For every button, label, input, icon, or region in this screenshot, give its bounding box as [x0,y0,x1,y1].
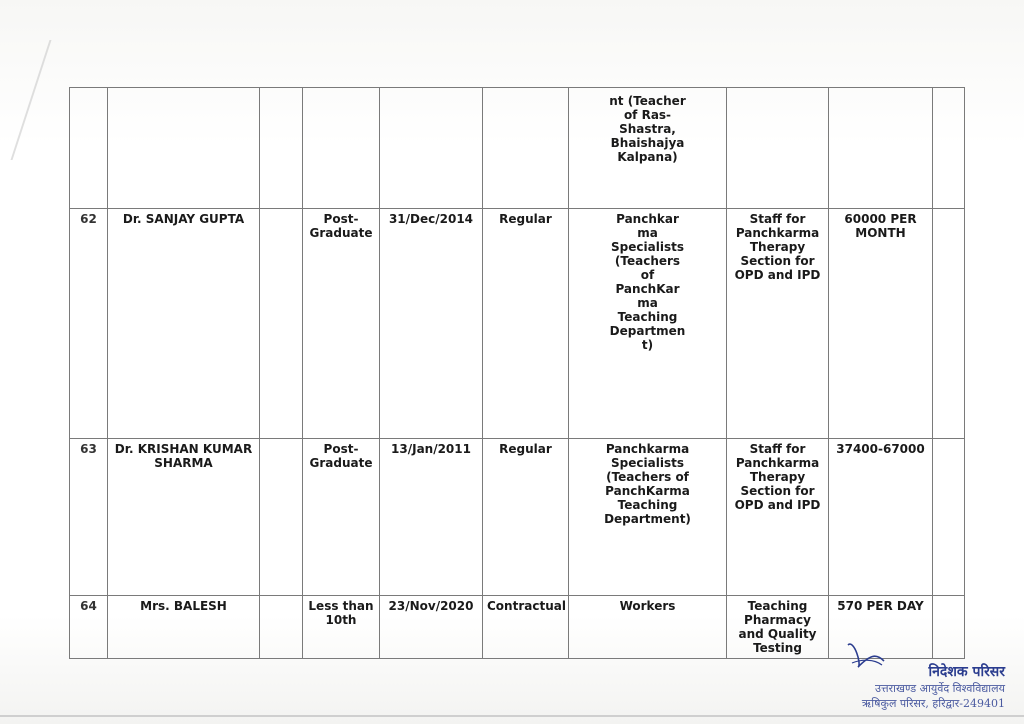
table-row [70,88,965,209]
designation-line: of Ras- [623,108,672,122]
designation-line: nt (Teacher [609,94,686,108]
designation-line: t) [641,338,654,352]
empty-cell [260,596,303,659]
designation-line: Workers [619,599,676,613]
date-cell: 31/Dec/2014 [380,209,483,439]
qualification-cell: Post-Graduate [303,209,380,439]
name-cell: Dr. KRISHAN KUMAR SHARMA [108,439,260,596]
designation-line: Kalpana) [617,150,678,164]
designation-line: (Teachers of [606,470,689,484]
designation-line: ma [637,226,658,240]
designation-line: Teaching [617,310,678,324]
staff-table [69,87,965,659]
qualification-cell: Less than 10th [303,596,380,659]
name-cell: Mrs. BALESH [108,596,260,659]
date-cell [380,88,483,209]
empty-cell [933,439,965,596]
pay-cell [829,88,933,209]
pay-cell: 37400-67000 [829,439,933,596]
employment-type-cell [483,88,569,209]
designation-line: Panchkarma [605,442,690,456]
designation-line: Departmen [609,324,686,338]
page-curl-shadow [0,40,51,160]
employment-type-cell: Contractual [483,596,569,659]
empty-cell [933,209,965,439]
designation-line: Department) [604,512,691,526]
serial-number-cell: 62 [70,209,108,439]
name-cell [108,88,260,209]
designation-line: Panchkar [616,212,679,226]
employment-type-cell: Regular [483,439,569,596]
designation-line: of [640,268,655,282]
qualification-cell: Post-Graduate [303,439,380,596]
serial-number-cell [70,88,108,209]
designation-cell [569,209,727,439]
stamp-title: निदेशक परिसर [928,664,1005,680]
date-cell: 23/Nov/2020 [380,596,483,659]
empty-cell [260,88,303,209]
table-row [70,209,965,439]
section-cell: Staff for Panchkarma Therapy Section for OPD and IPD [727,439,829,596]
designation-line: Specialists [611,456,684,470]
designation-line: PanchKarma [605,484,690,498]
section-cell [727,88,829,209]
pay-cell: 60000 PER MONTH [829,209,933,439]
employment-type-cell: Regular [483,209,569,439]
designation-line: Specialists [611,240,684,254]
designation-line: Teaching [617,498,678,512]
date-cell: 13/Jan/2011 [380,439,483,596]
stamp-line-1: उत्तराखण्ड आयुर्वेद विश्वविद्यालय [875,682,1005,695]
designation-line: PanchKar [615,282,680,296]
section-cell: Teaching Pharmacy and Quality Testing [727,596,829,659]
qualification-cell [303,88,380,209]
official-stamp [785,640,1005,711]
empty-cell [260,209,303,439]
serial-number-cell: 64 [70,596,108,659]
stamp-line-2: ऋषिकुल परिसर, हरिद्वार-249401 [861,697,1005,710]
serial-number-cell: 63 [70,439,108,596]
designation-cell [569,439,727,596]
name-cell: Dr. SANJAY GUPTA [108,209,260,439]
designation-line: (Teachers [614,254,681,268]
page-bottom-edge [0,715,1024,717]
empty-cell [933,88,965,209]
table-row [70,439,965,596]
designation-cell [569,88,727,209]
pay-cell: 570 PER DAY [829,596,933,659]
designation-line: Shastra, [619,122,676,136]
empty-cell [260,439,303,596]
designation-cell [569,596,727,659]
section-cell: Staff for Panchkarma Therapy Section for OPD and IPD [727,209,829,439]
designation-line: ma [637,296,658,310]
designation-line: Bhaishajya [610,136,685,150]
